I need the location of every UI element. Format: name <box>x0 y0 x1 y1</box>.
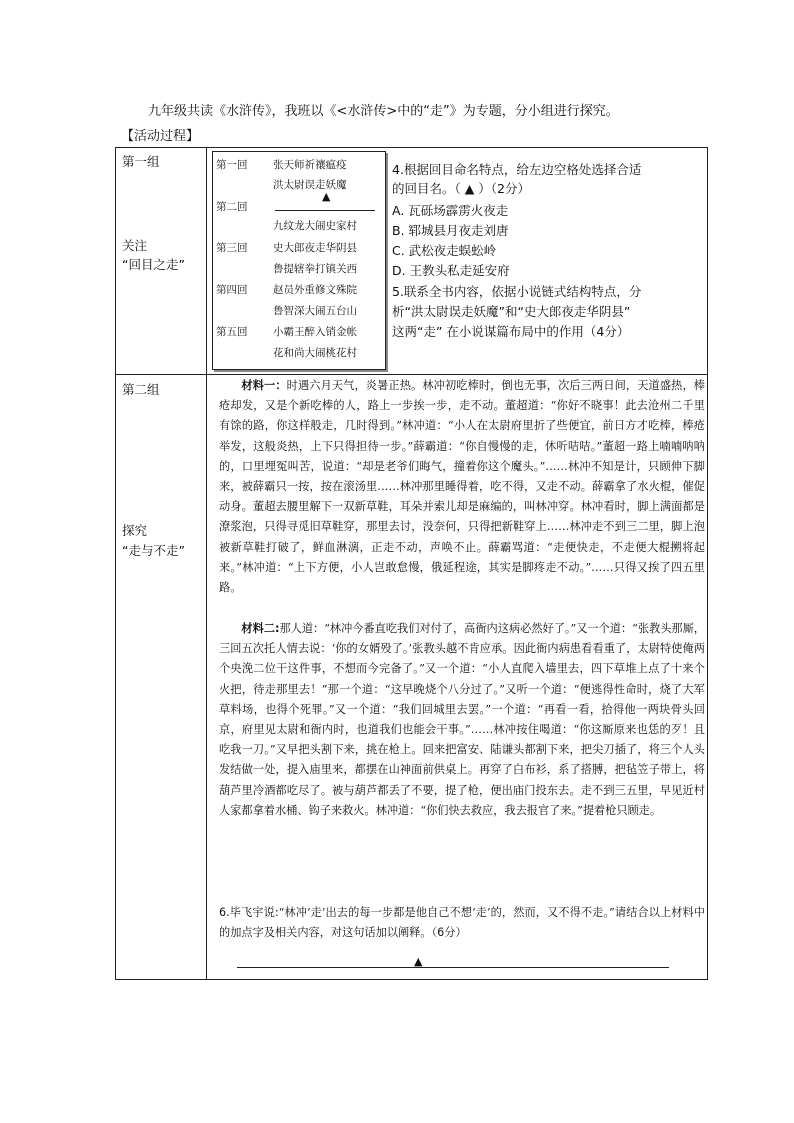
chapter-number: 第四回 <box>216 284 248 296</box>
group2-content-cell <box>207 375 708 980</box>
option-c: C. 武松夜走蜈蚣岭 <box>392 243 497 258</box>
group2-label-cell <box>116 375 207 980</box>
chapter-title: 九纹龙大闹史家村 <box>273 220 357 232</box>
chapter-title: 洪太尉误走妖魔 <box>273 179 347 191</box>
blank-line <box>275 210 375 211</box>
group2-name: 第二组 <box>122 382 160 397</box>
group1-content-cell <box>207 148 708 375</box>
chapter-number: 第五回 <box>216 326 248 338</box>
group1-focus: 关注 <box>122 238 148 253</box>
group2-focus-topic: “走与不走” <box>122 543 185 558</box>
chapter-number: 第三回 <box>216 242 248 254</box>
chapter-title: 鲁智深大闹五台山 <box>273 305 357 317</box>
question-6-quote: “林冲‘走’出去的每一步都是他自己不想‘走’的，然而，又不得不走。” <box>278 906 615 919</box>
question-6-label: 6.毕飞宇说: <box>219 906 279 919</box>
group2-row <box>116 375 708 980</box>
question-5-line: 析“洪太尉误走妖魔”和“史大郎夜走华阴县” <box>392 304 631 319</box>
group1-row <box>116 148 708 375</box>
answer-marker-icon: ▲ <box>414 955 423 968</box>
question-4-line: 4.根据回目命名特点，给左边空格处选择合适 <box>392 162 642 177</box>
intro-sentence: 九年级共读《水浒传》，我班以《<水浒传>中的“走”》为专题，分小组进行探究。 <box>148 104 619 119</box>
material-2-text: 那人道：“林冲今番直吃我们对付了，高衙内这病必然好了。”又一个道：“张教头那厮，三回五次托人情去说：‘你的女婿殁了。’张教头越不肯应承。因此衙内病患看看重了，太尉特使俺两个央浼二位干这件事，不想而今完备了。”又一个道：“小人直爬入墙里去，四下草堆上点了十来个火把，待走那里去！”那一个道：“这早晚烧个八分过了。”又听一个道：“便逃得性命时，烧了大军草料场，也得个死罪。”又一个道：“我们回城里去罢。”一个道：“再看一看，拾得他一两块骨头回京，府里见太尉和衙内时，也道我们也能会干事。”……林冲按住喝道：“你这厮原来也恁的歹！且吃我一刀。”又早把头割下来，挑在枪上。回来把富安、陆谦头都割下来，把尖刀插了，将三个人头发结做一处，提入庙里来，都摆在山神面前供桌上。再穿了白布衫，系了搭膊，把毡笠子带上，将葫芦里冷酒都吃尽了。被与葫芦都丢了不要，提了枪，便出庙门投东去。走不到三五里，早见近村人家都拿着水桶、钩子来救火。林冲道：“你们快去救应，我去报官了来。”提着枪只顾走。 <box>219 622 705 817</box>
chapter-list-box <box>212 151 386 370</box>
group1-name: 第一组 <box>122 154 160 169</box>
question-6-instruction: 请结合以上材料中的加点字及相关内容，对这句话加以阐释。（6分） <box>219 906 705 940</box>
chapter-number: 第一回 <box>216 159 248 171</box>
question-5-line: 这两“走” 在小说谋篇布局中的作用（4分） <box>392 324 630 339</box>
chapter-title: 赵员外重修文殊院 <box>273 284 357 296</box>
material-1 <box>219 376 705 598</box>
chapter-title: 鲁提辖拳打镇关西 <box>273 263 357 275</box>
question-4-line: 的回目名。（ ▲ ）（2分） <box>392 181 531 196</box>
option-d: D. 王教头私走延安府 <box>392 263 510 278</box>
chapter-title: 小霸王醉入销金帐 <box>273 326 357 338</box>
group2-focus: 探究 <box>122 523 148 538</box>
chapter-title: 花和尚大闹桃花村 <box>273 347 357 359</box>
blank-marker-icon: ▲ <box>322 190 331 203</box>
chapter-title: 史大郎夜走华阴县 <box>273 242 357 254</box>
question-5-line: 5.联系全书内容，依据小说链式结构特点，分 <box>392 284 642 299</box>
material-1-label: 材料一： <box>241 379 287 392</box>
group1-focus-topic: “回目之走” <box>122 257 185 272</box>
question-6 <box>219 903 705 943</box>
chapter-number: 第二回 <box>216 201 248 213</box>
option-b: B. 郓城县月夜走刘唐 <box>392 223 509 238</box>
material-2 <box>219 619 705 821</box>
group1-label-cell <box>116 148 207 375</box>
activity-table <box>115 147 708 980</box>
chapter-title: 张天师祈禳瘟疫 <box>273 159 347 171</box>
activity-heading: 【活动过程】 <box>121 129 200 144</box>
option-a: A. 瓦砾场霹雳火夜走 <box>392 203 509 218</box>
material-1-text: 时遇六月天气，炎暑正热。林冲初吃棒时，倒也无事，次后三两日间，天道盛热，棒疮却发，又是个新吃棒的人，路上一步挨一步，走不动。董超道：“你好不晓事！此去沧州二千里有馀的路，你这样般走，几时得到。”林冲道：“小人在太尉府里折了些便宜，前日方才吃棒，棒疮举发，这般炎热，上下只得担待一步。”薛霸道：“你自慢慢的走，休听咭咭。”董超一路上喃喃呐呐的，口里埋冤叫苦，说道：“却是老爷们晦气，撞着你这个魔头。”……林冲不知是计，只顾伸下脚来，被薛霸只一按，按在滚汤里……林冲那里睡得着，吃不得，又走不动。薛霸拿了水火棍，催促动身。董超去腰里解下一双新草鞋，耳朵并索儿却是麻编的，叫林冲穿。林冲看时，脚上满面都是潦浆泡，只得寻觅旧草鞋穿，那里去讨，没奈何，只得把新鞋穿上……林冲走不到三二里，脚上泡被新草鞋打破了，鲜血淋漓，正走不动，声唤不止。薛霸骂道：“走便快走，不走便大棍搠将起来。”林冲道：“上下方便，小人岂敢怠慢，俄延程途，其实是脚疼走不动。”……只得又挨了四五里路。 <box>219 379 705 595</box>
material-2-label: 材料二: <box>241 622 280 635</box>
answer-line[interactable] <box>237 967 669 968</box>
